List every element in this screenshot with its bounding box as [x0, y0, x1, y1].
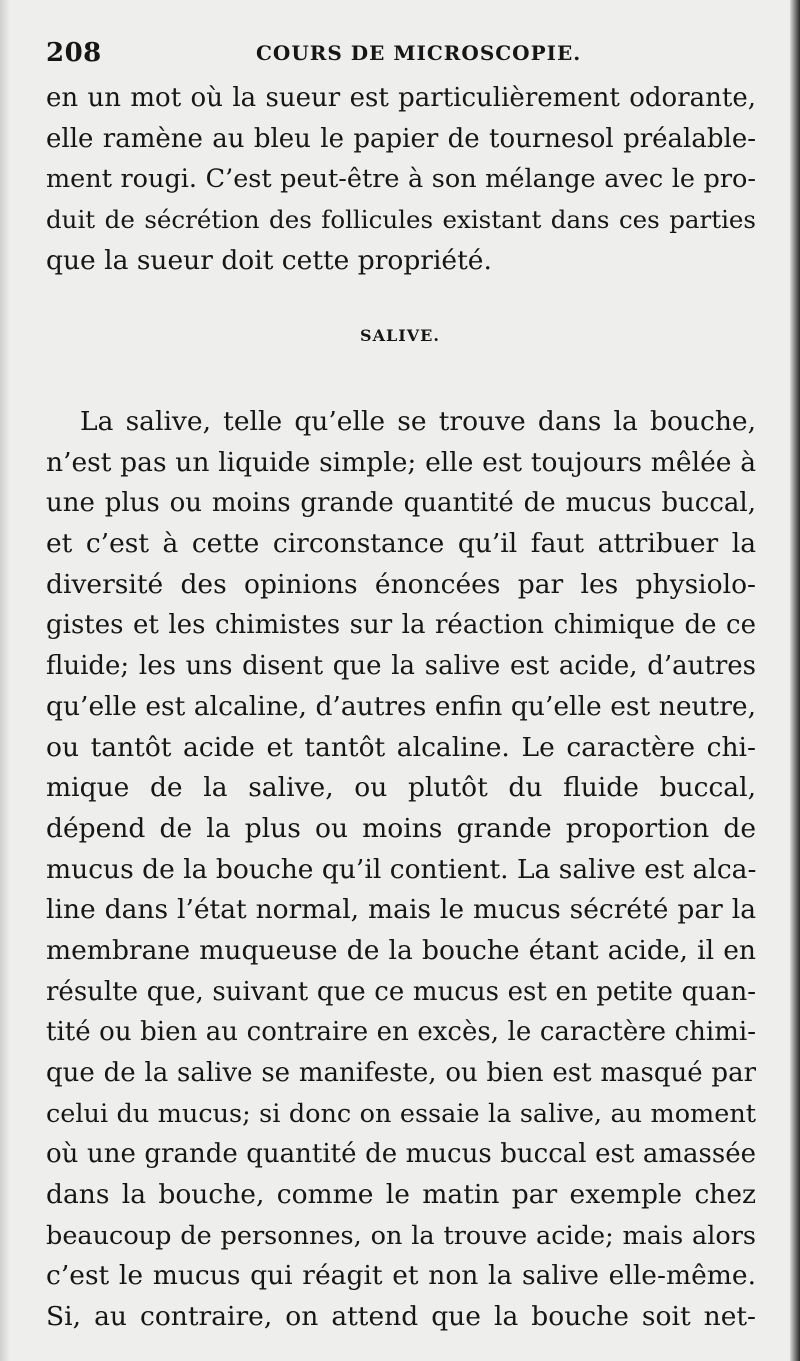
text-line: résulte que, suivant que ce mucus est en petite quan- — [46, 976, 756, 1007]
text-line: duit de sécrétion des follicules existant dans ces parties — [46, 205, 756, 235]
text-line: dans la bouche, comme le matin par exemple chez — [46, 1179, 756, 1211]
page-left-edge — [0, 0, 10, 1361]
text-line: n’est pas un liquide simple; elle est toujours mêlée à — [46, 446, 756, 478]
text-line: elle ramène au bleu le papier de tournesol préalable- — [46, 123, 756, 154]
text-line: fluide; les uns disent que la salive est acide, d’autres — [46, 651, 756, 682]
text-line: gistes et les chimistes sur la réaction chimique de ce — [46, 610, 756, 641]
page-header — [46, 38, 756, 74]
text-line: mique de la salive, ou plutôt du fluide buccal, — [46, 772, 756, 804]
text-line: que de la salive se manifeste, ou bien est masqué par — [46, 1058, 756, 1088]
text-line: membrane muqueuse de la bouche étant acide, il en — [46, 934, 756, 966]
text-line: celui du mucus; si donc on essaie la salive, au moment — [46, 1098, 756, 1129]
text-line: line dans l’état normal, mais le mucus sécrété par la — [46, 894, 756, 926]
page-binding-shadow — [790, 0, 800, 1361]
section-heading: SALIVE. — [360, 326, 440, 345]
text-line: c’est le mucus qui réagit et non la salive elle-même. — [46, 1260, 756, 1292]
text-line: diversité des opinions énoncées par les physiolo- — [46, 568, 756, 600]
text-line: une plus ou moins grande quantité de mucus buccal, — [46, 488, 756, 519]
text-line: La salive, telle qu’elle se trouve dans la bouche, — [80, 406, 756, 437]
salive-paragraph — [46, 402, 756, 1338]
text-line: dépend de la plus ou moins grande proportion de — [46, 812, 756, 844]
text-line: beaucoup de personnes, on la trouve acide; mais alors — [46, 1220, 756, 1251]
text-line: ment rougi. C’est peut-être à son mélange avec le pro- — [46, 164, 756, 195]
page-number: 208 — [46, 38, 102, 68]
text-line: où une grande quantité de mucus buccal est amassée — [46, 1139, 756, 1170]
text-line: Si, au contraire, on attend que la bouche soit net- — [46, 1301, 756, 1333]
text-line: et c’est à cette circonstance qu’il faut attribuer la — [46, 528, 756, 560]
text-line: ou tantôt acide et tantôt alcaline. Le caractère chi- — [46, 731, 756, 763]
text-line: tité ou bien au contraire en excès, le caractère chimi- — [46, 1017, 756, 1048]
text-line: mucus de la bouche qu’il contient. La salive est alca- — [46, 853, 756, 885]
text-line: qu’elle est alcaline, d’autres enfin qu’elle est neutre, — [46, 690, 756, 722]
text-line: que la sueur doit cette propriété. — [46, 244, 492, 276]
continuation-paragraph — [46, 78, 756, 281]
running-head: COURS DE MICROSCOPIE. — [256, 41, 582, 65]
text-line: en un mot où la sueur est particulièrement odorante, — [46, 83, 756, 113]
